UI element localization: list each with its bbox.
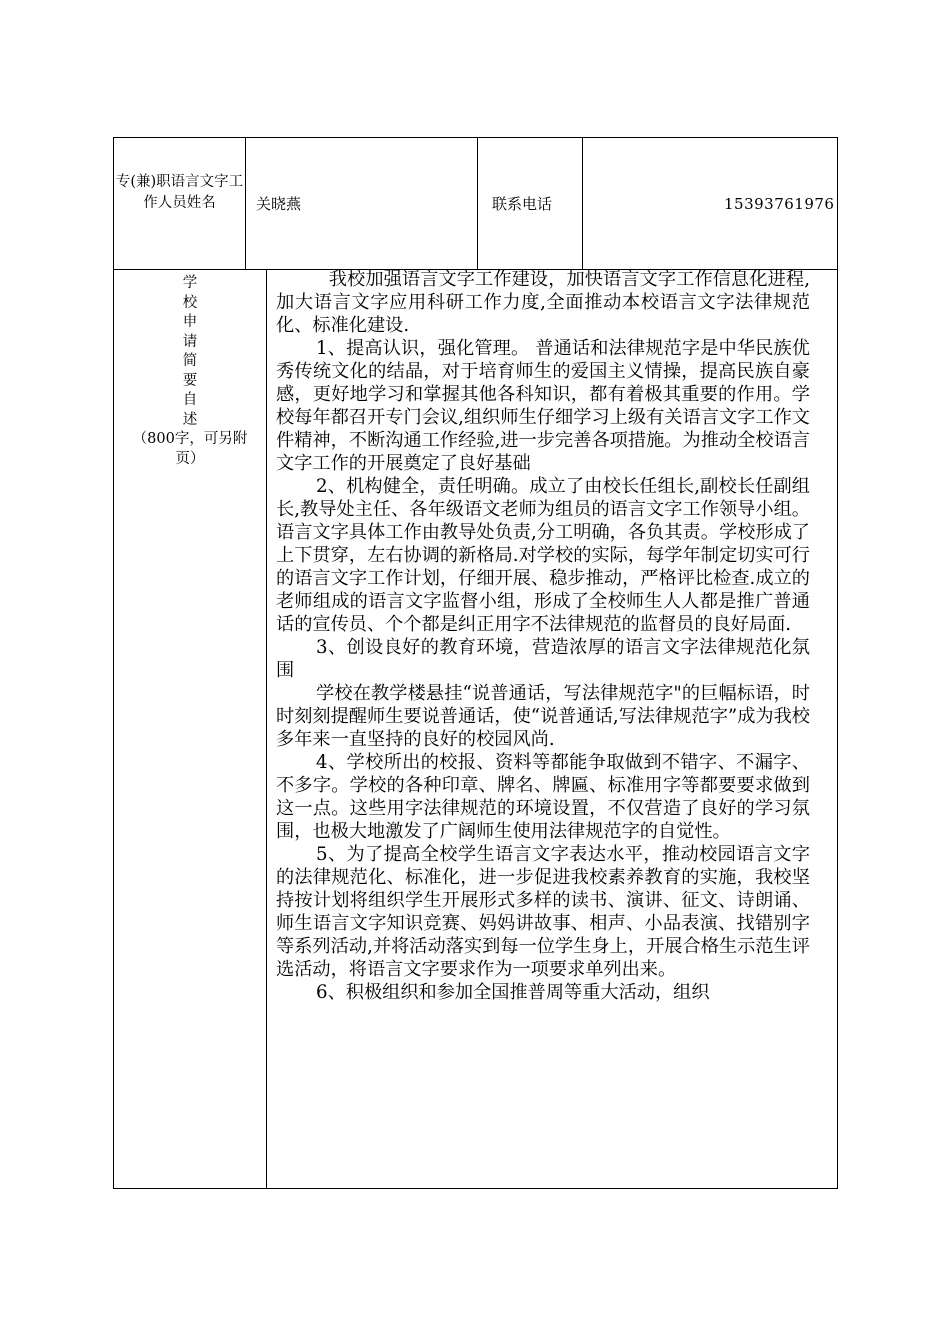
statement-paragraph: 学校在教学楼悬挂“说普通话，写法律规范字"的巨幅标语，时时刻刻提醒师生要说普通话，使“说普通话,写法律规范字”成为我校多年来一直坚持的良好的校园风尚. [276, 683, 810, 750]
statement-text [276, 268, 810, 1188]
phone-value: 15393761976 [724, 195, 835, 213]
column-divider-statement [266, 269, 267, 1189]
statement-paragraph: 3、创设良好的教育环境，营造浓厚的语言文字法律规范化氛围 [276, 637, 810, 681]
statement-label [115, 274, 265, 469]
statement-paragraph: 4、学校所出的校报、资料等都能争取做到不错字、不漏字、不多字。学校的各种印章、牌名、牌匾、标准用字等都要要求做到这一点。这些用字法律规范的环境设置，不仅营造了良好的学习氛围，也极大地激发了广阔师生使用法律规范字的自觉性。 [276, 752, 810, 842]
statement-paragraph: 6、积极组织和参加全国推普周等重大活动，组织 [316, 982, 710, 1003]
statement-label-char: 申 [182, 314, 198, 330]
statement-length-note: （800字，可另附页） [132, 431, 248, 467]
statement-label-char: 自 [182, 392, 198, 408]
statement-paragraph: 2、机构健全，责任明确。成立了由校长任组长,副校长任副组长,教导处主任、各年级语文老师为组员的语言文字工作领导小组。语言文字具体工作由教导处负责,分工明确，各负其责。学校形成了上下贯穿，左右协调的新格局.对学校的实际，每学年制定切实可行的语言文字工作计划，仔细开展、稳步推动，严格评比检查.成立的老师组成的语言文字监督小组，形成了全校师生人人都是推广普通话的宣传员、个个都是纠正用字不法律规范的监督员的良好局面. [276, 476, 810, 635]
column-divider-name-value [477, 137, 478, 270]
statement-label-char: 简 [182, 353, 198, 369]
statement-paragraph: 5、为了提高全校学生语言文字表达水平，推动校园语言文字的法律规范化、标准化，进一步促进我校素养教育的实施，我校坚持按计划将组织学生开展形式多样的读书、演讲、征文、诗朗诵、师生语言文字知识竞赛、妈妈讲故事、相声、小品表演、找错别字等系列活动,并将活动落实到每一位学生身上，开展合格生示范生评选活动，将语言文字要求作为一项要求单列出来。 [276, 844, 810, 980]
phone-label: 联系电话 [492, 195, 553, 213]
column-divider-phone-label [582, 137, 583, 270]
statement-label-char: 学 [182, 275, 198, 291]
staff-name-label: 专(兼)职语言文字工作人员姓名 [115, 174, 244, 211]
column-divider-name-label [245, 137, 246, 270]
statement-label-char: 要 [182, 372, 198, 389]
statement-paragraph: 1、提高认识，强化管理。 普通话和法律规范字是中华民族优秀传统文化的结晶，对于培育师生的爱国主义情操，提高民族自豪感，更好地学习和掌握其他各科知识，都有着极其重要的作用。学校每年都召开专门会议,组织师生仔细学习上级有关语言文字工作文件精神，不断沟通工作经验,进一步完善各项措施。为推动全校语言文字工作的开展奠定了良好基础 [276, 338, 810, 474]
statement-label-char: 述 [182, 411, 198, 428]
statement-label-char: 校 [182, 294, 198, 311]
statement-paragraph: 我校加强语言文字工作建设，加快语言文字工作信息化进程,加大语言文字应用科研工作力度,全面推动本校语言文字法律规范化、标准化建设. [276, 269, 810, 336]
statement-label-char: 请 [182, 333, 198, 350]
staff-name-value: 关晓燕 [256, 195, 302, 213]
